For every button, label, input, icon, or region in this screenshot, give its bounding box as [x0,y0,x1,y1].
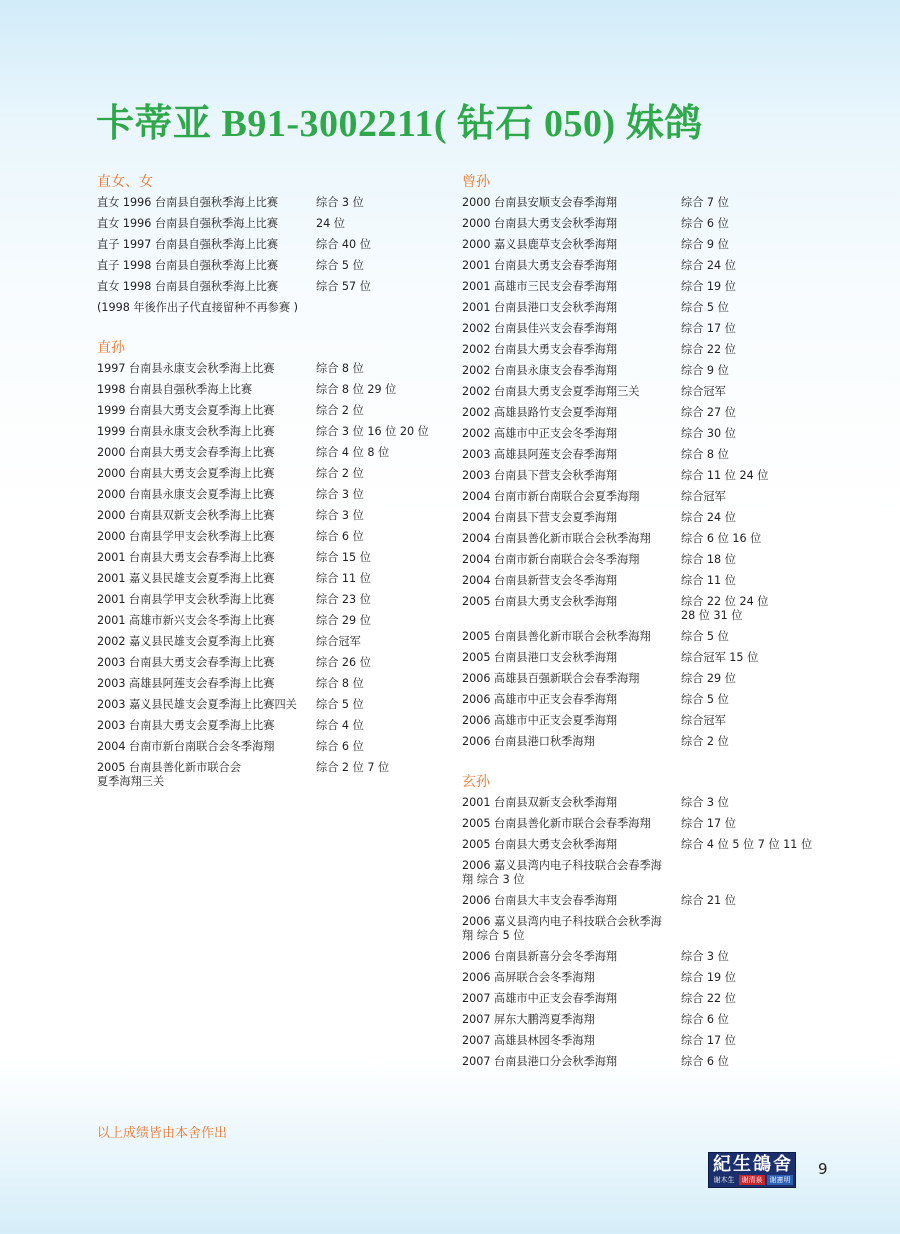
race-event: 2001 台南县双新支会秋季海翔 [462,795,618,809]
result-row [462,444,842,465]
race-rank: 综合 4 位 8 位 [316,445,390,459]
race-event: 2001 嘉义县民雄支会夏季海上比赛 [97,571,275,585]
section-daughters [97,172,437,318]
race-rank: 综合 30 位 [681,426,736,440]
result-row [97,694,437,715]
result-row [462,549,842,570]
section-title-grandchildren: 直孙 [97,340,125,356]
result-row [462,213,842,234]
race-rank: 综合 17 位 [681,1033,736,1047]
result-row [97,715,437,736]
result-row [462,192,842,213]
race-rank: 综合 26 位 [316,655,371,669]
result-row [97,234,437,255]
result-row [462,710,842,731]
race-event: 直女 1998 台南县自强秋季海上比赛 [97,279,279,293]
race-event: 2005 台南县善化新市联合会春季海翔 [462,816,651,830]
race-rank: 综合 3 位 [681,949,729,963]
race-event: 2004 台南市新台南联合会夏季海翔 [462,489,640,503]
race-rank: 综合 17 位 [681,321,736,335]
race-rank: 综合 22 位 [681,342,736,356]
race-rank: 综合 11 位 [681,573,736,587]
race-rank: 综合冠军 [316,634,361,648]
race-rank: 综合 24 位 [681,258,736,272]
result-row [97,757,437,792]
section-great-grandchildren [462,172,842,752]
race-event: 2006 嘉义县湾内电子科技联合会秋季海 翔 综合 5 位 [462,914,662,942]
race-rank: 综合 19 位 [681,970,736,984]
race-event: 2001 台南县大勇支会春季海上比赛 [97,550,275,564]
race-rank: 综合 3 位 [316,508,364,522]
race-rank: 综合 8 位 29 位 [316,382,397,396]
result-row [97,568,437,589]
results-list [462,792,842,1072]
left-column [97,172,437,812]
race-rank: 综合 29 位 [681,671,736,685]
result-row [462,855,842,890]
logo-title: 紀生鴿舍 [713,1154,793,1175]
race-rank: 综合 5 位 [316,697,364,711]
race-rank: 综合 6 位 [681,216,729,230]
result-row [97,213,437,234]
result-row [462,402,842,423]
race-rank: 综合 40 位 [316,237,371,251]
race-rank: 24 位 [316,216,345,230]
race-event: 2003 高雄县阿莲支会春季海翔 [462,447,618,461]
race-event: 2007 台南县港口分会秋季海翔 [462,1054,618,1068]
result-row [462,792,842,813]
race-event: 2000 台南县安顺支会春季海翔 [462,195,618,209]
race-rank: 综合 7 位 [681,195,729,209]
race-event: 2000 台南县学甲支会秋季海上比赛 [97,529,275,543]
result-row [462,946,842,967]
result-row [462,1051,842,1072]
race-rank [681,915,842,943]
race-event: 2000 台南县永康支会夏季海上比赛 [97,487,275,501]
result-row [462,465,842,486]
race-event: 2004 台南县善化新市联合会秋季海翔 [462,531,651,545]
race-event: 2006 高雄县百强新联合会春季海翔 [462,671,640,685]
race-rank: 综合 3 位 [316,195,364,209]
race-event: 1999 台南县大勇支会夏季海上比赛 [97,403,275,417]
race-rank: 综合 29 位 [316,613,371,627]
race-event: 1999 台南县永康支会秋季海上比赛 [97,424,275,438]
section-title-daughters: 直女、女 [97,174,153,190]
logo-names [711,1175,793,1185]
race-rank: 综合 22 位 [681,991,736,1005]
race-rank: 综合 3 位 16 位 20 位 [316,424,429,438]
result-row [462,297,842,318]
result-row [462,570,842,591]
race-event: 2002 台南县永康支会春季海翔 [462,363,618,377]
race-event: 2006 台南县港口秋季海翔 [462,734,595,748]
race-rank: 综合冠军 [681,489,726,503]
race-event: 2001 高雄市新兴支会冬季海上比赛 [97,613,275,627]
race-event: 2000 嘉义县鹿草支会秋季海翔 [462,237,618,251]
race-rank: 综合 2 位 [681,734,729,748]
race-rank: 综合 6 位 [681,1012,729,1026]
result-row [462,668,842,689]
race-event: 2003 台南县下营支会秋季海翔 [462,468,618,482]
section-title-great-great-grandchildren: 玄孙 [462,774,490,790]
result-row [462,318,842,339]
race-rank: 综合 23 位 [316,592,371,606]
race-event: 2002 台南县大勇支会夏季海翔三关 [462,384,640,398]
result-row [97,192,437,213]
race-rank: 综合 5 位 [681,692,729,706]
race-event: 2004 台南市新台南联合会冬季海翔 [462,552,640,566]
result-row [97,442,437,463]
result-row [97,673,437,694]
result-row [97,358,437,379]
result-row [97,276,437,297]
result-row [462,234,842,255]
race-rank: 综合 27 位 [681,405,736,419]
race-event: 2004 台南县下营支会夏季海翔 [462,510,618,524]
right-column [462,172,842,1092]
race-event: 2004 台南市新台南联合会冬季海翔 [97,739,275,753]
race-event: 2004 台南县新营支会冬季海翔 [462,573,618,587]
race-event: 2003 台南县大勇支会夏季海上比赛 [97,718,275,732]
race-event: 1998 台南县自强秋季海上比赛 [97,382,253,396]
result-row [97,400,437,421]
race-event: 直女 1996 台南县自强秋季海上比赛 [97,195,279,209]
results-list [97,192,437,297]
result-row [462,647,842,668]
race-rank: 综合 15 位 [316,550,371,564]
result-row [462,339,842,360]
race-rank: 综合 19 位 [681,279,736,293]
race-event: 直女 1996 台南县自强秋季海上比赛 [97,216,279,230]
result-row [462,689,842,710]
result-row [462,813,842,834]
race-rank: 综合 4 位 5 位 7 位 11 位 [681,837,813,851]
race-rank: 综合 22 位 24 位 28 位 31 位 [681,594,769,622]
race-rank: 综合冠军 [681,713,726,727]
race-event: 2000 台南县双新支会秋季海上比赛 [97,508,275,522]
result-row [462,626,842,647]
race-rank: 综合 8 位 [316,361,364,375]
race-event: 2006 高雄市中正支会春季海翔 [462,692,618,706]
page-title: 卡蒂亚 B91-3002211( 钻石 050) 妹鸽 [96,103,703,145]
race-event: 2001 高雄市三民支会春季海翔 [462,279,618,293]
race-rank: 综合 6 位 16 位 [681,531,762,545]
result-row [97,484,437,505]
result-row [462,890,842,911]
race-event: 2005 台南县善化新市联合会 夏季海翔三关 [97,760,241,788]
race-event: 2000 台南县大勇支会春季海上比赛 [97,445,275,459]
result-row [97,526,437,547]
race-event: 2001 台南县港口支会秋季海翔 [462,300,618,314]
race-rank: 综合 17 位 [681,816,736,830]
result-row [462,1030,842,1051]
race-event: 2007 屏东大鹏湾夏季海翔 [462,1012,595,1026]
race-event: 2006 高屏联合会冬季海翔 [462,970,595,984]
loft-logo [708,1152,796,1188]
race-rank [681,859,842,887]
results-list [97,358,437,792]
result-row [462,967,842,988]
result-row [462,528,842,549]
race-event: 2002 台南县大勇支会春季海翔 [462,342,618,356]
race-event: 2001 台南县学甲支会秋季海上比赛 [97,592,275,606]
result-row [462,360,842,381]
race-rank: 综合 5 位 [681,300,729,314]
race-rank: 综合 2 位 [316,466,364,480]
result-row [97,610,437,631]
race-event: 2000 台南县大勇支会夏季海上比赛 [97,466,275,480]
race-rank: 综合 3 位 [681,795,729,809]
race-event: 2003 高雄县阿莲支会春季海上比赛 [97,676,275,690]
race-event: 2002 嘉义县民雄支会夏季海上比赛 [97,634,275,648]
race-rank: 综合冠军 [681,384,726,398]
result-row [97,379,437,400]
race-event: 2005 台南县大勇支会秋季海翔 [462,594,618,608]
result-row [97,505,437,526]
race-rank: 综合 6 位 [316,739,364,753]
race-rank: 综合 9 位 [681,363,729,377]
result-row [97,421,437,442]
race-rank: 综合 8 位 [681,447,729,461]
section-note: (1998 年後作出子代直接留种不再参赛 ) [97,300,298,314]
race-event: 2002 高雄县路竹支会夏季海翔 [462,405,618,419]
race-event: 2006 台南县大丰支会春季海翔 [462,893,618,907]
result-row [462,507,842,528]
result-row [462,381,842,402]
race-rank: 综合冠军 15 位 [681,650,759,664]
race-rank: 综合 6 位 [316,529,364,543]
race-rank: 综合 18 位 [681,552,736,566]
result-row [462,486,842,507]
result-row [462,1009,842,1030]
result-row [462,591,842,626]
result-row [97,589,437,610]
section-great-great-grandchildren [462,772,842,1072]
result-row [462,988,842,1009]
logo-name: 谢憲明 [767,1175,793,1185]
race-event: 2001 台南县大勇支会春季海翔 [462,258,618,272]
page-number: 9 [818,1160,828,1178]
race-event: 直子 1998 台南县自强秋季海上比赛 [97,258,279,272]
race-rank: 综合 9 位 [681,237,729,251]
race-rank: 综合 8 位 [316,676,364,690]
logo-name: 谢木生 [711,1175,737,1185]
race-rank: 综合 2 位 [316,403,364,417]
result-row [462,276,842,297]
race-rank: 综合 11 位 24 位 [681,468,769,482]
race-event: 2005 台南县港口支会秋季海翔 [462,650,618,664]
section-title-great-grandchildren: 曾孙 [462,174,490,190]
result-row [97,255,437,276]
race-rank: 综合 2 位 7 位 [316,760,390,774]
race-rank: 综合 6 位 [681,1054,729,1068]
result-row [462,834,842,855]
race-rank: 综合 3 位 [316,487,364,501]
race-event: 2002 高雄市中正支会冬季海翔 [462,426,618,440]
result-row [97,547,437,568]
race-event: 2002 台南县佳兴支会春季海翔 [462,321,618,335]
race-event: 2003 台南县大勇支会春季海上比赛 [97,655,275,669]
race-event: 2003 嘉义县民雄支会夏季海上比赛四关 [97,697,297,711]
section-grandchildren [97,338,437,792]
race-event: 2005 台南县大勇支会秋季海翔 [462,837,618,851]
result-row [97,463,437,484]
result-row [462,911,842,946]
result-row [462,255,842,276]
logo-name: 谢清泉 [739,1175,765,1185]
result-row [97,631,437,652]
race-event: 直子 1997 台南县自强秋季海上比赛 [97,237,279,251]
race-event: 2000 台南县大勇支会秋季海翔 [462,216,618,230]
result-row [462,731,842,752]
race-event: 2007 高雄县林园冬季海翔 [462,1033,595,1047]
race-rank: 综合 4 位 [316,718,364,732]
race-rank: 综合 21 位 [681,893,736,907]
race-event: 2007 高雄市中正支会春季海翔 [462,991,618,1005]
race-event: 2006 嘉义县湾内电子科技联合会春季海 翔 综合 3 位 [462,858,662,886]
race-rank: 综合 11 位 [316,571,371,585]
race-event: 2005 台南县善化新市联合会秋季海翔 [462,629,651,643]
race-rank: 综合 57 位 [316,279,371,293]
race-event: 2006 台南县新喜分会冬季海翔 [462,949,618,963]
race-event: 1997 台南县永康支会秋季海上比赛 [97,361,275,375]
result-row [462,423,842,444]
race-event: 2006 高雄市中正支会夏季海翔 [462,713,618,727]
race-rank: 综合 5 位 [681,629,729,643]
race-rank: 综合 24 位 [681,510,736,524]
result-row [97,736,437,757]
results-list [462,192,842,752]
footer-note: 以上成绩皆由本舍作出 [97,1126,228,1141]
result-row [97,652,437,673]
race-rank: 综合 5 位 [316,258,364,272]
